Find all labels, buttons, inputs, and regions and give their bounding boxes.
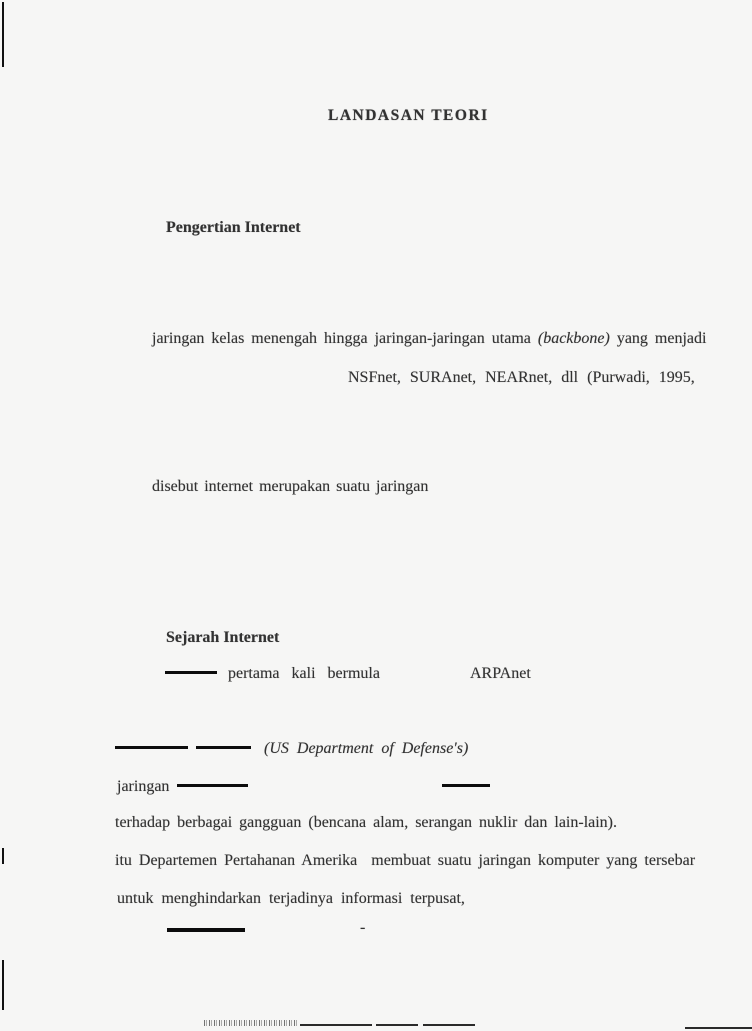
redaction-bar <box>167 928 245 932</box>
body-line-pertama: pertama kali bermula <box>228 665 380 682</box>
scan-edge-line-top-left <box>2 2 4 67</box>
redaction-bar <box>177 784 248 787</box>
body-line-nsfnet: NSFnet, SURAnet, NEARnet, dll (Purwadi, 1995, <box>348 369 695 386</box>
page-number-dash: - <box>360 919 366 936</box>
section-heading-sejarah: Sejarah Internet <box>166 629 280 646</box>
redaction-bar <box>115 746 188 749</box>
redaction-bar <box>196 746 251 749</box>
redaction-bar <box>165 671 217 674</box>
footer-stamp-fragment <box>204 1020 298 1026</box>
body-line-backbone-pre: jaringan kelas menengah hingga jaringan-jaringan utama <box>152 330 538 347</box>
body-line-untuk: untuk menghindarkan terjadinya informasi terpusat, <box>117 890 465 907</box>
body-line-jaringan: jaringan <box>117 778 170 795</box>
section-heading-pengertian: Pengertian Internet <box>166 219 301 236</box>
body-line-backbone <box>152 329 706 349</box>
footer-scan-line <box>376 1024 418 1026</box>
footer-scan-line <box>685 1027 752 1029</box>
chapter-title: LANDASAN TEORI <box>328 107 489 124</box>
body-line-backbone-post: yang menjadi <box>609 330 707 347</box>
body-line-disebut: disebut internet merupakan suatu jaringan <box>152 478 429 495</box>
body-line-arpanet: ARPAnet <box>470 665 531 682</box>
scan-edge-tick-left <box>2 848 4 864</box>
body-line-backbone-italic: (backbone) <box>537 330 610 347</box>
redaction-bar <box>442 784 490 787</box>
footer-scan-line <box>423 1024 475 1026</box>
scan-edge-line-bottom-left <box>2 960 4 1010</box>
footer-scan-line <box>300 1024 372 1026</box>
body-line-departemen: itu Departemen Pertahanan Amerika membuat suatu jaringan komputer yang tersebar <box>115 852 696 869</box>
body-line-usdod: (US Department of Defense's) <box>264 740 469 757</box>
body-line-gangguan: terhadap berbagai gangguan (bencana alam, serangan nuklir dan lain-lain). <box>115 814 618 831</box>
